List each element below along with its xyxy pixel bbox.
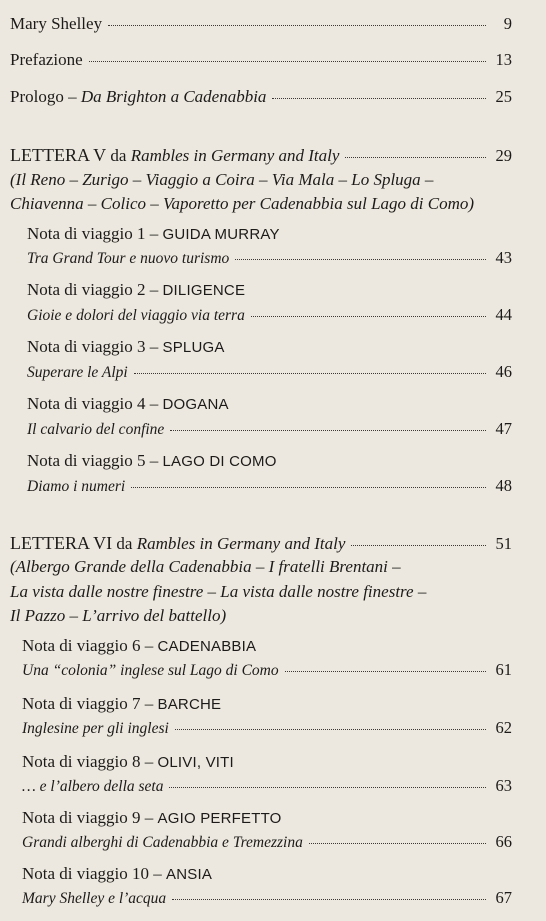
dot-leader xyxy=(131,487,486,488)
page-number: 61 xyxy=(495,660,512,679)
letter-work-title: Rambles in Germany and Italy xyxy=(136,534,346,553)
toc-entry-lettera-vi[interactable] xyxy=(10,533,512,554)
page-number: 9 xyxy=(503,14,512,33)
note-prefix: Nota di viaggio 9 – xyxy=(22,808,154,827)
toc-note-8[interactable] xyxy=(22,752,512,772)
page-number: 48 xyxy=(495,476,512,495)
note-subtitle: Gioie e dolori del viaggio via terra xyxy=(27,307,245,324)
toc-note-3-subtitle[interactable] xyxy=(27,362,512,382)
note-prefix: Nota di viaggio 2 – xyxy=(27,280,159,299)
dot-leader xyxy=(272,98,486,99)
toc-note-5-subtitle[interactable] xyxy=(27,476,512,496)
toc-note-4-subtitle[interactable] xyxy=(27,419,512,439)
dot-leader xyxy=(251,316,486,317)
letter-contents-line: (Il Reno – Zurigo – Viaggio a Coira – Via Mala – Lo Spluga – xyxy=(10,170,434,189)
dot-leader xyxy=(170,430,486,431)
dot-leader xyxy=(169,787,486,788)
toc-note-9-subtitle[interactable] xyxy=(22,832,512,852)
toc-note-1[interactable] xyxy=(27,224,512,244)
toc-entry-mary-shelley[interactable] xyxy=(10,14,512,34)
page-number: 62 xyxy=(495,718,512,737)
note-subtitle: Il calvario del confine xyxy=(27,421,165,438)
toc-note-4[interactable] xyxy=(27,394,512,414)
note-subtitle: Tra Grand Tour e nuovo turismo xyxy=(27,250,230,267)
dot-leader xyxy=(108,25,486,26)
note-prefix: Nota di viaggio 3 – xyxy=(27,337,159,356)
letter-work-title: Rambles in Germany and Italy xyxy=(130,146,340,165)
note-prefix: Nota di viaggio 6 – xyxy=(22,636,154,655)
note-topic: GUIDA MURRAY xyxy=(162,226,280,243)
dot-leader xyxy=(235,259,486,260)
note-topic: LAGO DI COMO xyxy=(162,453,277,470)
letter-contents-line: Il Pazzo – L’arrivo del battello) xyxy=(10,606,227,625)
entry-title: Mary Shelley xyxy=(10,14,103,33)
toc-note-3[interactable] xyxy=(27,337,512,357)
dot-leader xyxy=(285,671,486,672)
note-prefix: Nota di viaggio 8 – xyxy=(22,752,154,771)
entry-title: Prefazione xyxy=(10,50,83,69)
letter-contents-line: (Albergo Grande della Cadenabbia – I fratelli Brentani – xyxy=(10,557,401,576)
toc-note-7-subtitle[interactable] xyxy=(22,718,512,738)
page-number: 51 xyxy=(495,534,512,553)
note-prefix: Nota di viaggio 5 – xyxy=(27,451,159,470)
letter-label: LETTERA VI xyxy=(10,533,113,553)
page-number: 13 xyxy=(495,50,512,69)
note-subtitle: Superare le Alpi xyxy=(27,364,128,381)
note-prefix: Nota di viaggio 10 – xyxy=(22,864,162,883)
toc-note-10[interactable] xyxy=(22,864,512,884)
dot-leader xyxy=(89,61,486,62)
note-subtitle: Diamo i numeri xyxy=(27,478,126,495)
toc-entry-prefazione[interactable] xyxy=(10,50,512,70)
toc-note-10-subtitle[interactable] xyxy=(22,888,512,908)
dot-leader xyxy=(351,545,486,546)
toc-note-5[interactable] xyxy=(27,451,512,471)
toc-entry-lettera-v[interactable] xyxy=(10,145,512,166)
page-number: 29 xyxy=(495,146,512,165)
dot-leader xyxy=(134,373,486,374)
note-topic: BARCHE xyxy=(157,696,222,713)
letter-label: LETTERA V xyxy=(10,145,107,165)
note-topic: DILIGENCE xyxy=(162,282,246,299)
page-number: 43 xyxy=(495,248,512,267)
note-subtitle: Mary Shelley e l’acqua xyxy=(22,890,167,907)
note-prefix: Nota di viaggio 1 – xyxy=(27,224,159,243)
toc-entry-prologo[interactable] xyxy=(10,87,512,107)
page-number: 47 xyxy=(495,419,512,438)
page-number: 66 xyxy=(495,832,512,851)
letter-da: da xyxy=(110,146,127,165)
entry-title: Prologo – xyxy=(10,87,77,106)
note-topic: ANSIA xyxy=(166,866,213,883)
toc-note-1-subtitle[interactable] xyxy=(27,248,512,268)
note-subtitle: … e l’albero della seta xyxy=(22,778,164,795)
letter-contents-line: Chiavenna – Colico – Vaporetto per Cadenabbia sul Lago di Como) xyxy=(10,194,475,213)
dot-leader xyxy=(172,899,486,900)
toc-note-2[interactable] xyxy=(27,280,512,300)
toc-note-2-subtitle[interactable] xyxy=(27,305,512,325)
toc-note-6-subtitle[interactable] xyxy=(22,660,512,680)
dot-leader xyxy=(345,157,486,158)
page-number: 63 xyxy=(495,776,512,795)
note-subtitle: Inglesine per gli inglesi xyxy=(22,720,169,737)
toc-note-9[interactable] xyxy=(22,808,512,828)
note-topic: DOGANA xyxy=(162,396,229,413)
note-topic: AGIO PERFETTO xyxy=(157,810,282,827)
dot-leader xyxy=(309,843,486,844)
note-topic: CADENABBIA xyxy=(157,638,257,655)
page-number: 44 xyxy=(495,305,512,324)
page-number: 67 xyxy=(495,888,512,907)
note-subtitle: Una “colonia” inglese sul Lago di Como xyxy=(22,662,279,679)
toc-note-6[interactable] xyxy=(22,636,512,656)
note-prefix: Nota di viaggio 7 – xyxy=(22,694,154,713)
note-topic: SPLUGA xyxy=(162,339,225,356)
entry-subtitle: Da Brighton a Cadenabbia xyxy=(80,87,267,106)
letter-contents-line: La vista dalle nostre finestre – La vista dalle nostre finestre – xyxy=(10,582,427,601)
page-number: 46 xyxy=(495,362,512,381)
note-subtitle: Grandi alberghi di Cadenabbia e Tremezzina xyxy=(22,834,303,851)
toc-note-8-subtitle[interactable] xyxy=(22,776,512,796)
dot-leader xyxy=(175,729,486,730)
page-number: 25 xyxy=(495,87,512,106)
note-topic: OLIVI, VITI xyxy=(157,754,234,771)
toc-note-7[interactable] xyxy=(22,694,512,714)
note-prefix: Nota di viaggio 4 – xyxy=(27,394,159,413)
letter-da: da xyxy=(116,534,133,553)
